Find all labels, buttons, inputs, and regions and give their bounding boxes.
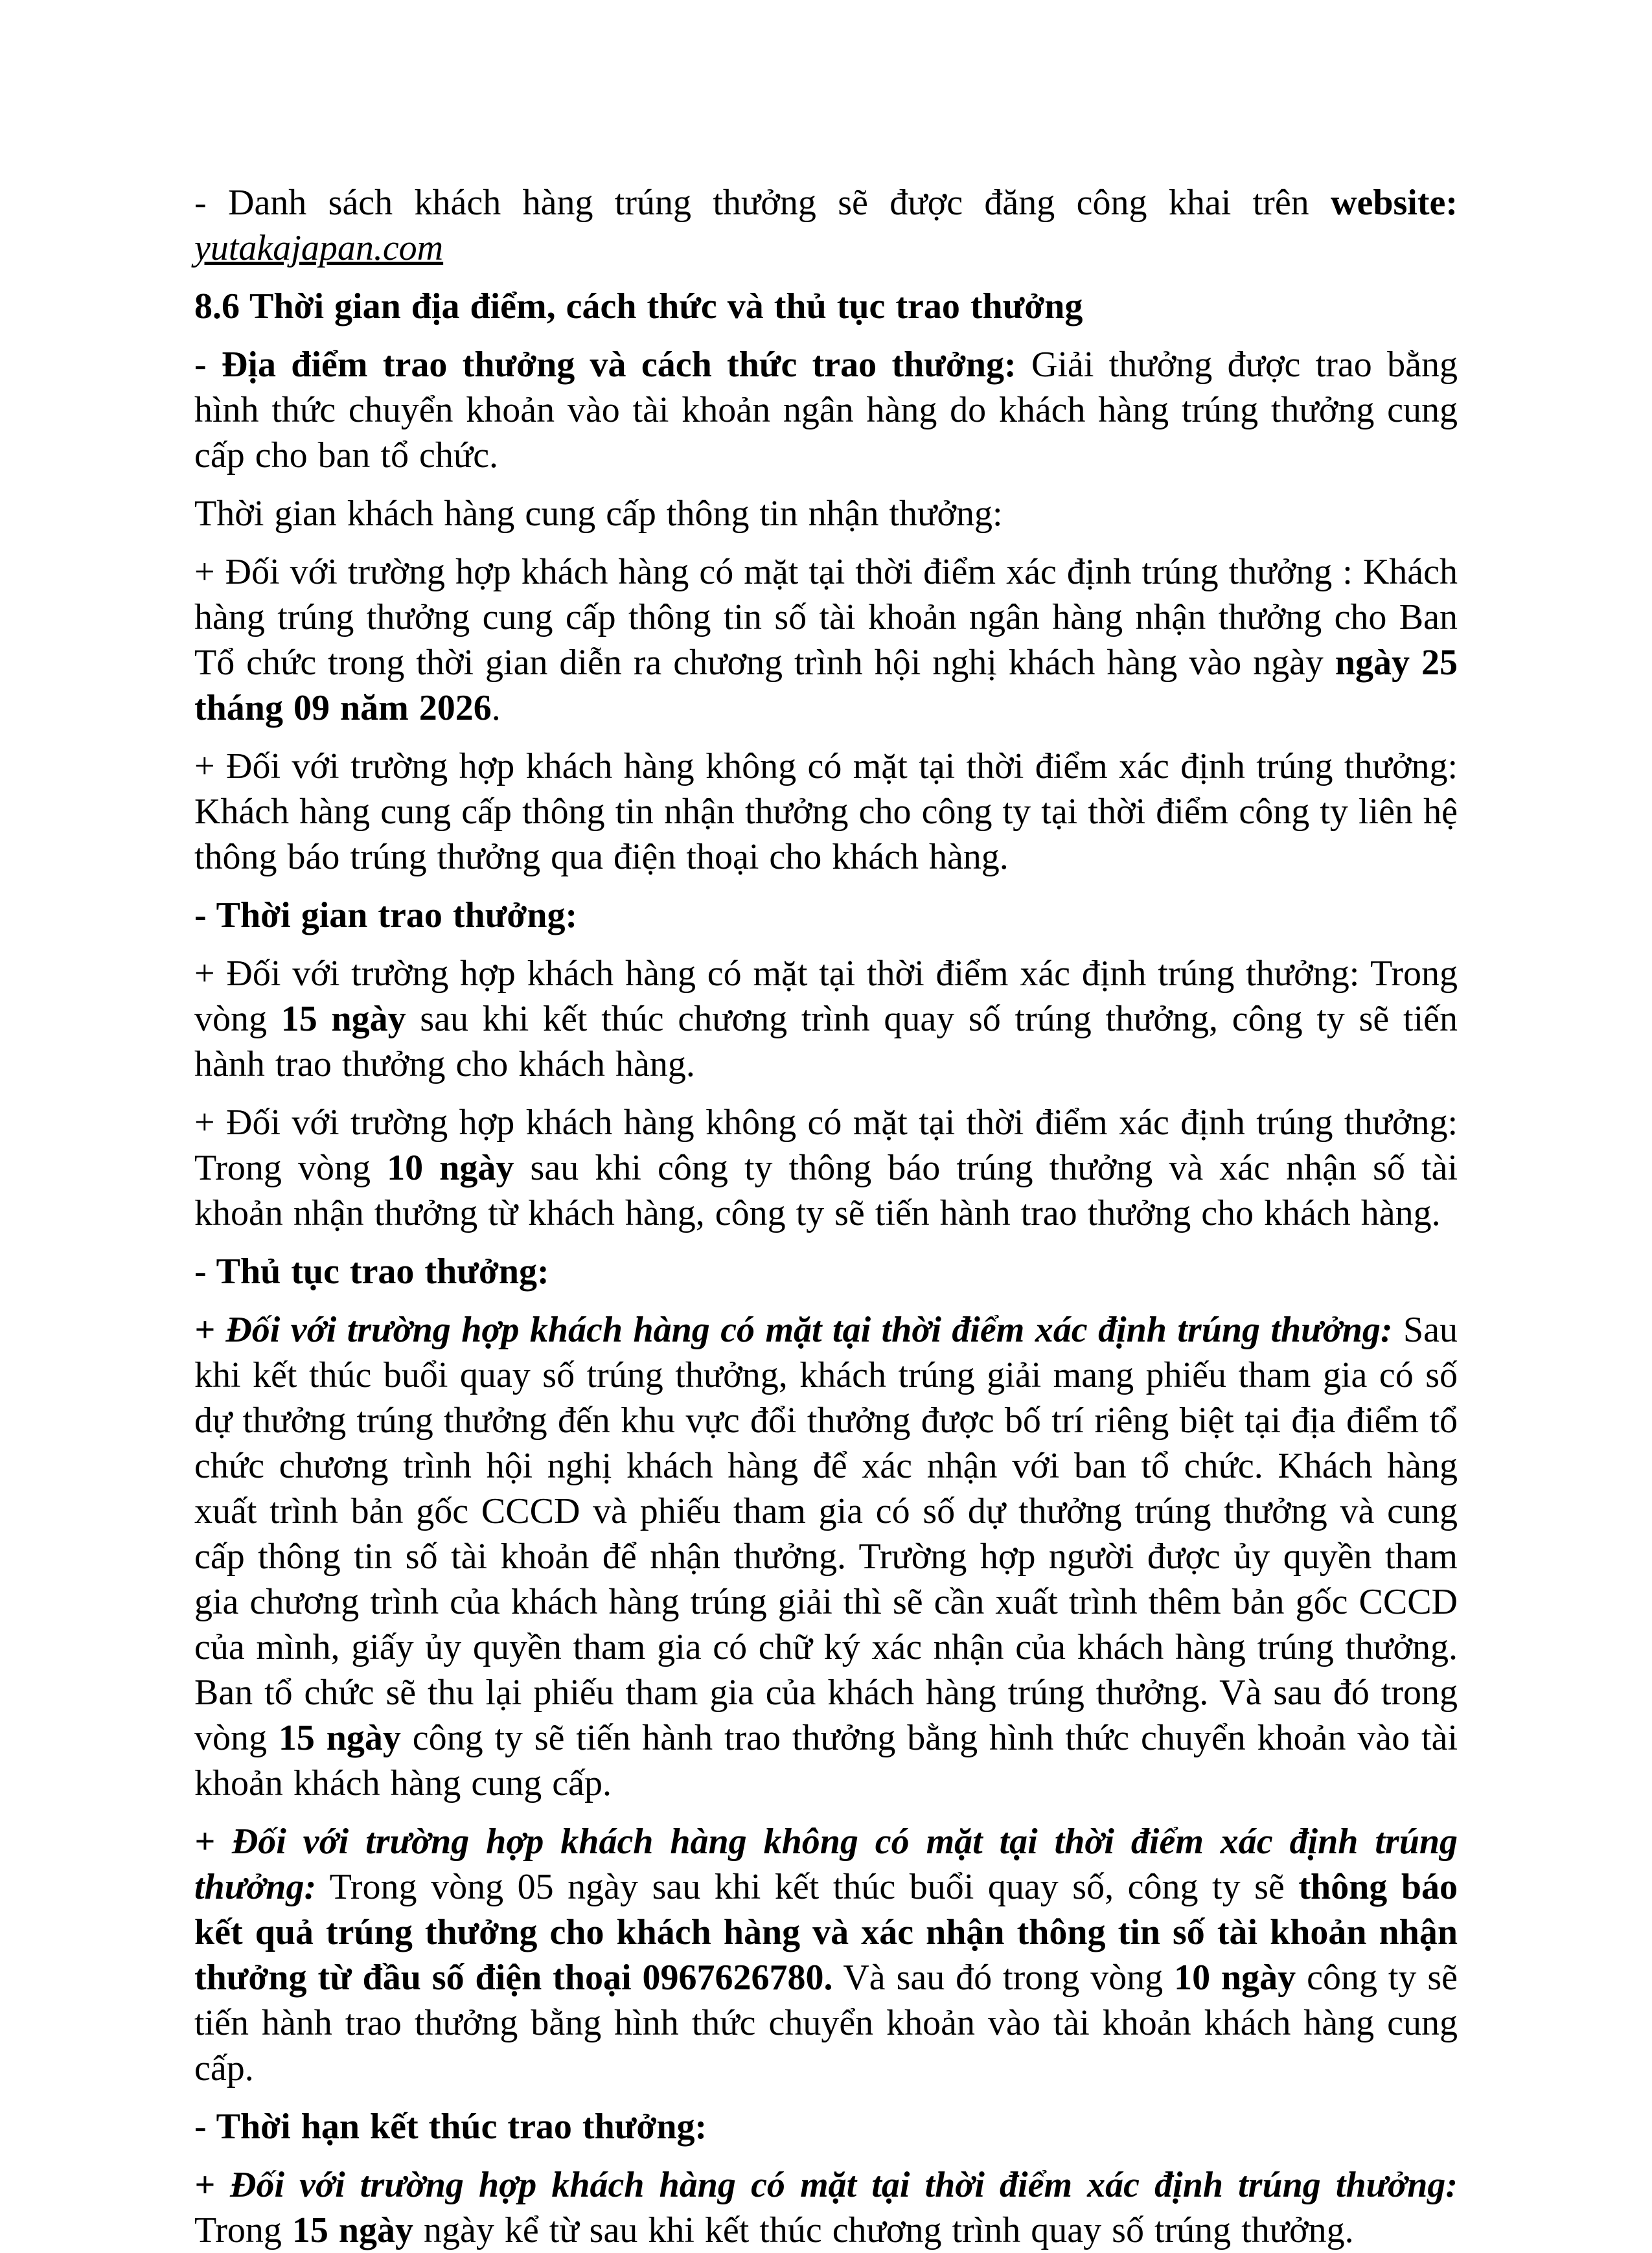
text-run: website: [1331, 183, 1458, 223]
present-deadline-paragraph [194, 2162, 1458, 2253]
award-time-heading [194, 893, 1458, 938]
text-run: ngày 25 tháng 09 năm 2026 [194, 643, 1458, 728]
text-run: 15 ngày [281, 999, 406, 1039]
text-run: 8.6 Thời gian địa điểm, cách thức và thủ tục trao thưởng [194, 286, 1083, 326]
text-run: + Đối với trường hợp khách hàng không có mặt tại thời điểm xác định trúng thưởng: [194, 1822, 1458, 1907]
winner-list-note [194, 180, 1458, 271]
text-run: công ty sẽ tiến hành trao thưởng bằng hình thức chuyển khoản vào tài khoản khách hàng cung cấp. [194, 1718, 1458, 1803]
text-run: + Đối với trường hợp khách hàng có mặt tại thời điểm xác định trúng thưởng: [194, 1310, 1393, 1350]
text-run: Trong vòng 05 ngày sau khi kết thúc buổi quay số, công ty sẽ [316, 1867, 1299, 1907]
text-run: Và sau đó trong vòng [832, 1958, 1175, 1998]
award-location-paragraph [194, 342, 1458, 478]
absent-case-paragraph [194, 744, 1458, 880]
absent-procedure-paragraph [194, 1819, 1458, 2091]
text-run: + Đối với trường hợp khách hàng không có mặt tại thời điểm xác định trúng thưởng: Trong vòng [194, 1103, 1458, 1188]
text-run: thông báo kết quả trúng thưởng cho khách hàng và xác nhận thông tin số tài khoản nhận thưởng từ đầu số điện thoại 0967626780. [194, 1867, 1458, 1998]
section-8-6-heading [194, 284, 1458, 329]
text-run: ngày kể từ sau khi kết thúc chương trình quay số trúng thưởng. [413, 2210, 1354, 2250]
text-run: công ty sẽ tiến hành trao thưởng bằng hình thức chuyển khoản vào tài khoản khách hàng cung cấp. [194, 1958, 1458, 2088]
text-run: Thời gian khách hàng cung cấp thông tin nhận thưởng: [194, 494, 1003, 534]
present-procedure-paragraph [194, 1307, 1458, 1806]
text-run: 15 ngày [292, 2210, 414, 2250]
text-run: 15 ngày [278, 1718, 401, 1758]
text-run: + Đối với trường hợp khách hàng có mặt tại thời điểm xác định trúng thưởng: [194, 2165, 1458, 2205]
text-run: - Thời gian trao thưởng: [194, 895, 578, 935]
text-run: Giải thưởng được trao bằng hình thức chuyển khoản vào tài khoản ngân hàng do khách hàng trúng thưởng cung cấp cho ban tổ chức. [194, 345, 1458, 475]
text-run: + Đối với trường hợp khách hàng không có mặt tại thời điểm xác định trúng thưởng: Khách hàng cung cấp thông tin nhận thưởng cho công ty tại thời điểm công ty liên hệ thông báo trúng thưởng qua điện thoại cho khách hàng. [194, 746, 1458, 877]
text-run: . [491, 688, 501, 728]
text-run: Trong [194, 2210, 292, 2250]
text-run: - Thủ tục trao thưởng: [194, 1252, 549, 1292]
text-run: + Đối với trường hợp khách hàng có mặt tại thời điểm xác định trúng thưởng : Khách hàng trúng thưởng cung cấp thông tin số tài khoản ngân hàng nhận thưởng cho Ban Tổ chức trong thời gian diễn ra chương trình hội nghị khách hàng vào ngày [194, 552, 1458, 683]
present-case-paragraph [194, 549, 1458, 731]
text-run: sau khi kết thúc chương trình quay số trúng thưởng, công ty sẽ tiến hành trao thưởng cho khách hàng. [194, 999, 1458, 1084]
award-procedure-heading [194, 1249, 1458, 1294]
present-award-time-paragraph [194, 951, 1458, 1087]
text-run: + Đối với trường hợp khách hàng có mặt tại thời điểm xác định trúng thưởng: Trong vòng [194, 954, 1458, 1039]
document-content [194, 180, 1458, 2253]
award-deadline-heading [194, 2104, 1458, 2149]
absent-award-time-paragraph [194, 1100, 1458, 1236]
text-run: sau khi công ty thông báo trúng thưởng và xác nhận số tài khoản nhận thưởng từ khách hàng, công ty sẽ tiến hành trao thưởng cho khách hàng. [194, 1148, 1458, 1233]
text-run: - Danh sách khách hàng trúng thưởng sẽ được đăng công khai trên [194, 183, 1331, 223]
text-run: - Thời hạn kết thúc trao thưởng: [194, 2107, 707, 2147]
info-time-intro [194, 491, 1458, 536]
text-run: Sau khi kết thúc buổi quay số trúng thưởng, khách trúng giải mang phiếu tham gia có số dự thưởng trúng thưởng đến khu vực đổi thưởng được bố trí riêng biệt tại địa điểm tổ chức chương trình hội nghị khách hàng để xác nhận với ban tổ chức. Khách hàng xuất trình bản gốc CCCD và phiếu tham gia có số dự thưởng trúng thưởng và cung cấp thông tin số tài khoản để nhận thưởng. Trường hợp người được ủy quyền tham gia chương trình của khách hàng trúng giải thì sẽ cần xuất trình thêm bản gốc CCCD của mình, giấy ủy quyền tham gia có chữ ký xác nhận của khách hàng trúng thưởng. Ban tổ chức sẽ thu lại phiếu tham gia của khách hàng trúng thưởng. Và sau đó trong vòng [194, 1310, 1458, 1758]
text-run: 10 ngày [1174, 1958, 1296, 1998]
website-link[interactable]: yutakajapan.com [194, 228, 444, 268]
text-run: 10 ngày [387, 1148, 514, 1188]
text-run: - Địa điểm trao thưởng và cách thức trao thưởng: [194, 345, 1016, 385]
